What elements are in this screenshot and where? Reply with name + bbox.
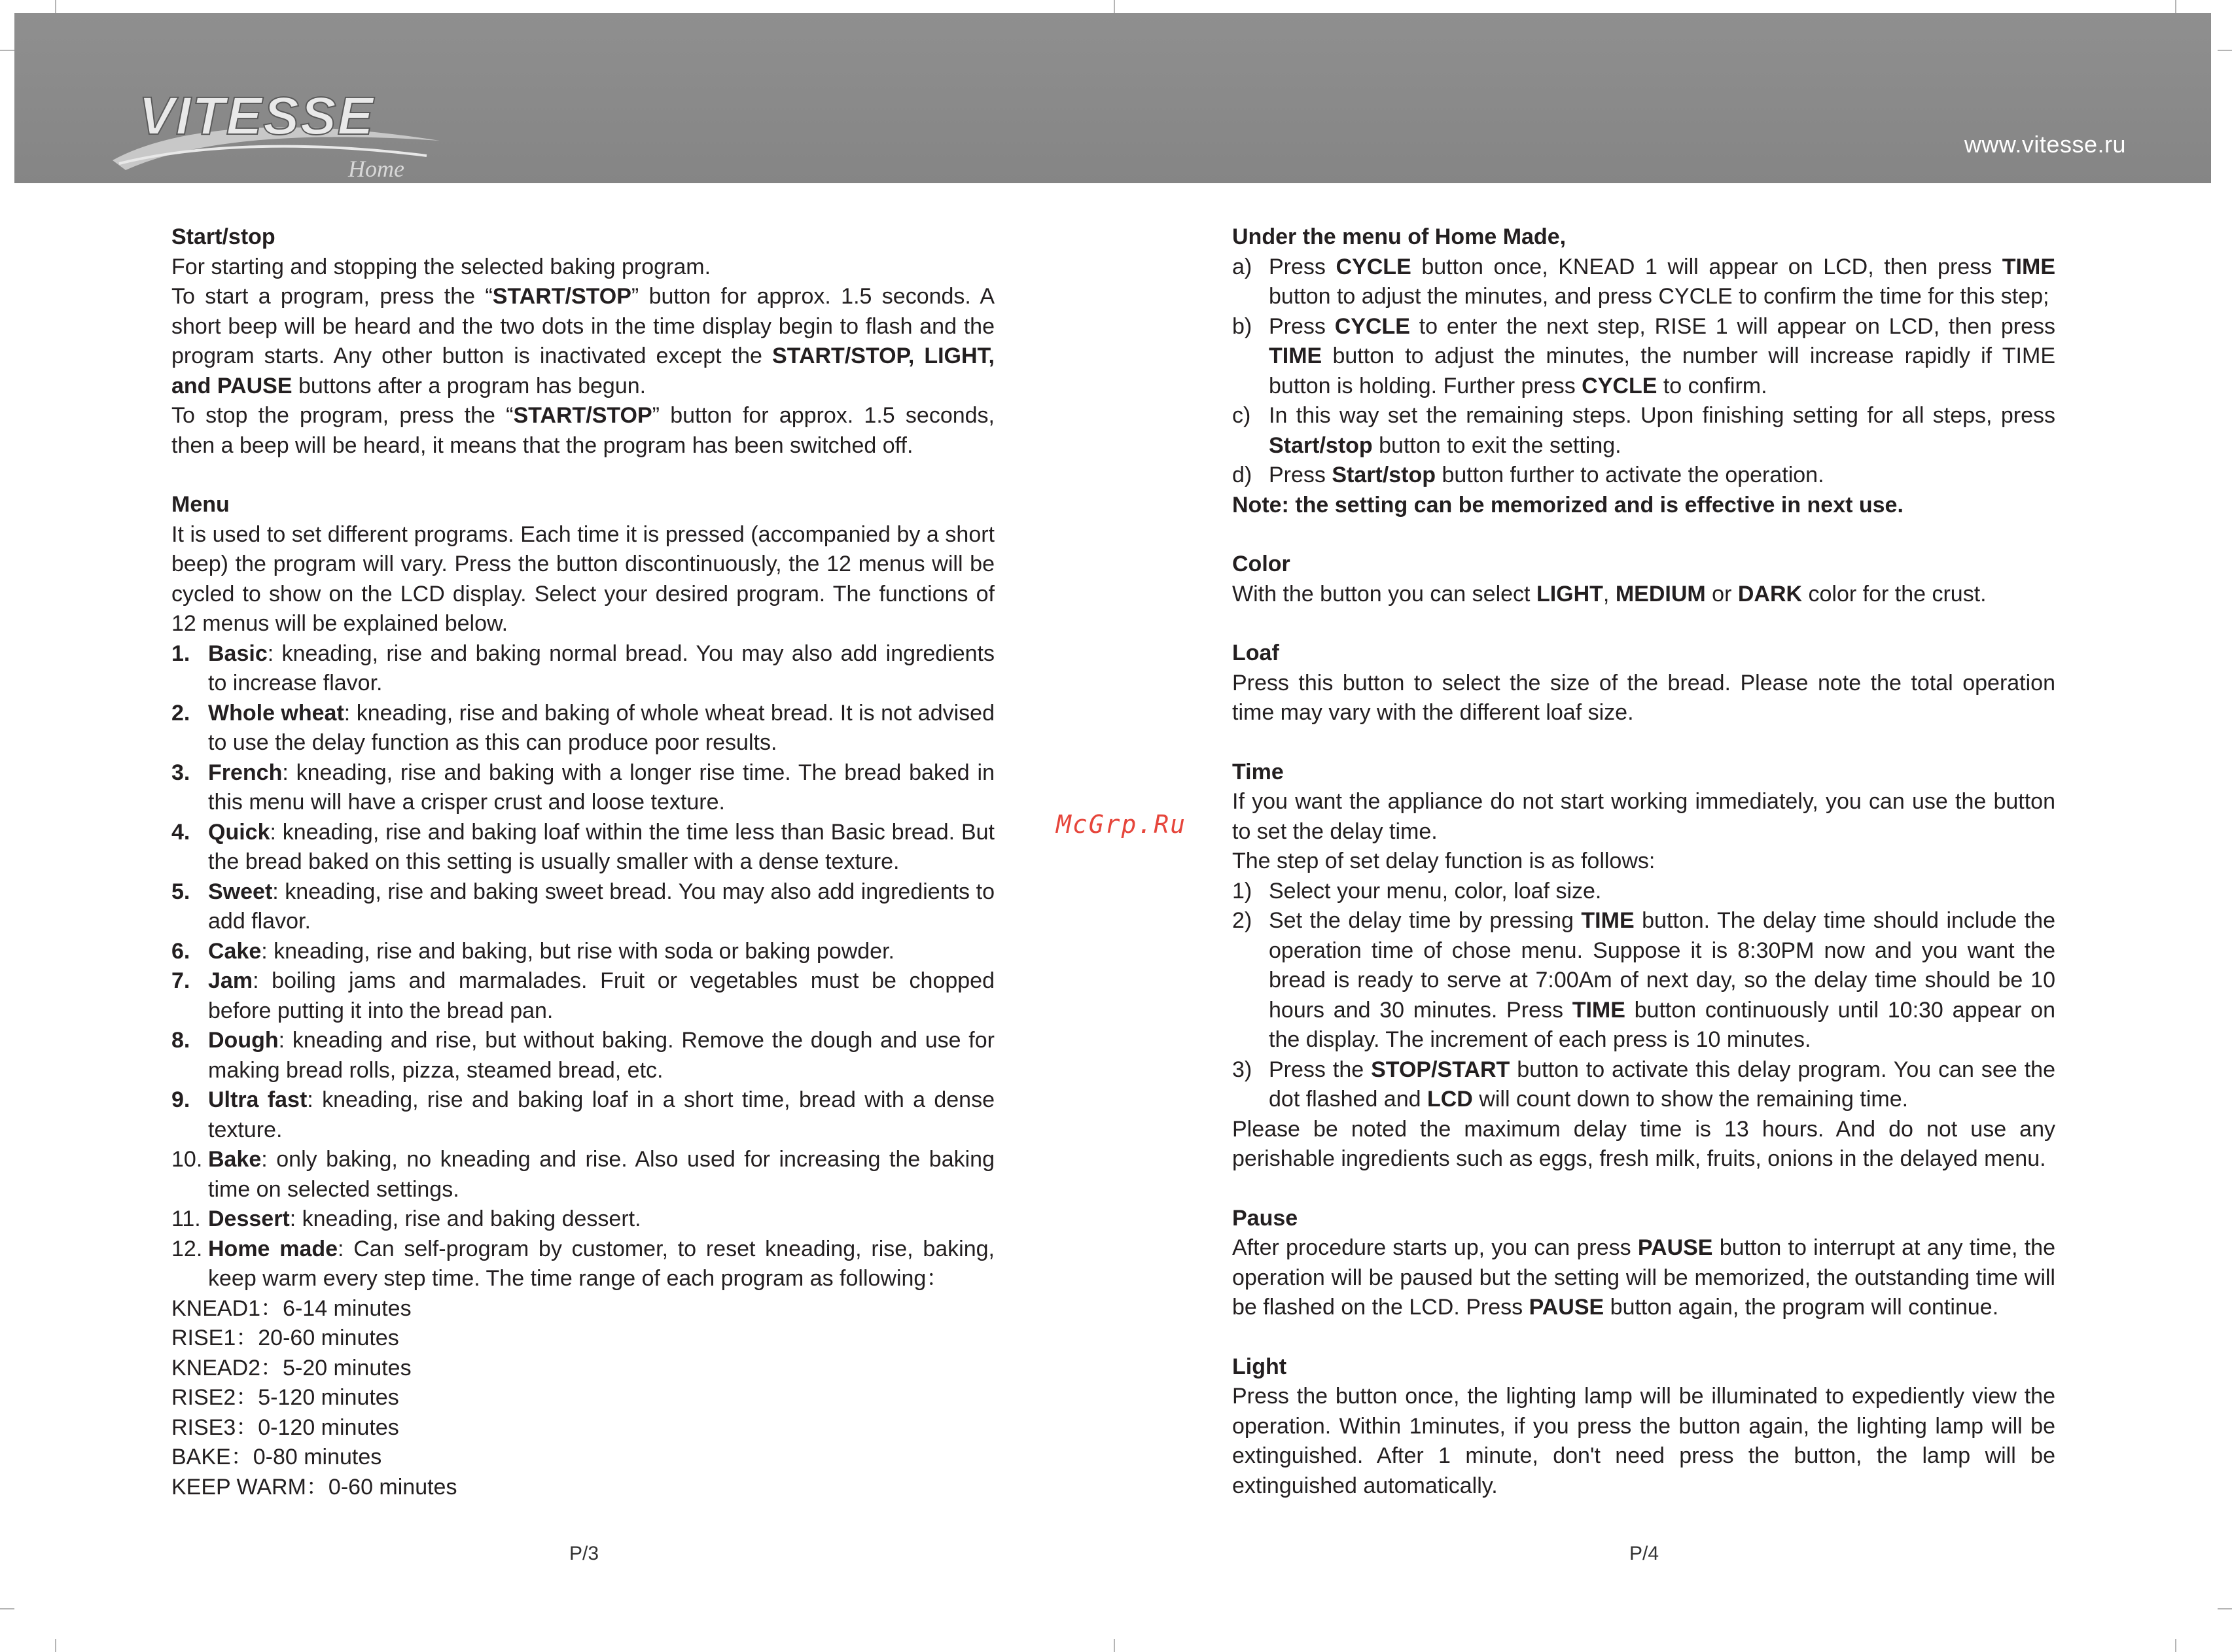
list-item: 4. Quick: kneading, rise and baking loaf within the time less than Basic bread. But the bread baked on this setting is usually smaller with a dense texture. [171,819,995,874]
paragraph: If you want the appliance do not start working immediately, you can use the button to set the delay time. [1232,789,2055,844]
trim-mark [2175,1639,2176,1652]
section-heading-loaf: Loaf [1232,641,1279,665]
list-item: d) Press Start/stop button further to activate the operation. [1232,463,1824,487]
website-url[interactable]: www.vitesse.ru [1964,131,2126,158]
time-range-line: BAKE：0-80 minutes [171,1445,382,1469]
section-heading-menu: Menu [171,492,230,517]
paragraph: Press the button once, the lighting lamp will be illuminated to expediently view the operation. Within 1minutes, if you press the button again, the lighting lamp will be extinguished. After 1 minute, don't need press the button, the lamp will be extinguished automatically. [1232,1384,2055,1498]
page-number-left: P/3 [569,1543,599,1564]
section-heading-color: Color [1232,552,1290,576]
trim-mark [1114,0,1115,13]
logo-wordmark: VITESSE [139,86,375,146]
paragraph: It is used to set different programs. Each time it is pressed (accompanied by a short beep) the program will vary. Press the button discontinuously, the 12 menus will be cycled to show on the LCD display. Select your desired program. The functions of 12 menus will be explained below. [171,521,995,636]
list-item: 1) Select your menu, color, loaf size. [1232,878,1602,904]
trim-mark [0,1608,14,1609]
trim-mark [55,0,56,13]
section-heading-pause: Pause [1232,1205,1298,1231]
list-item: a) Press CYCLE button once, KNEAD 1 will appear on LCD, then press TIME button to adjust the minutes, and press CYCLE to confirm the time for this step; [1232,254,2055,309]
paragraph: For starting and stopping the selected baking program. [171,254,711,279]
list-item: 9. Ultra fast: kneading, rise and baking loaf in a short time, bread with a dense texture. [171,1087,995,1142]
section-heading-light: Light [1232,1354,1287,1379]
time-range-line: RISE1：20-60 minutes [171,1326,399,1350]
paragraph: To stop the program, press the “START/STOP” button for approx. 1.5 seconds, then a beep will be heard, it means that the program has been switched off. [171,403,995,458]
list-item: 10. Bake: only baking, no kneading and rise. Also used for increasing the baking time on selected settings. [171,1147,995,1202]
paragraph: The step of set delay function is as follows: [1232,849,1656,873]
time-range-line: RISE2：5-120 minutes [171,1385,399,1410]
note-text: Note: the setting can be memorized and is effective in next use. [1232,492,1904,518]
list-item: 5. Sweet: kneading, rise and baking sweet bread. You may also add ingredients to add flavor. [171,879,995,934]
left-page [171,222,995,1502]
trim-mark [2175,0,2176,13]
page-number-right: P/4 [1629,1543,1659,1564]
time-range-line: KNEAD1：6-14 minutes [171,1295,412,1321]
list-item: 6. Cake: kneading, rise and baking, but rise with soda or baking powder. [171,938,895,964]
trim-mark [0,50,14,51]
list-item: c) In this way set the remaining steps. Upon finishing setting for all steps, press Start/stop button to exit the setting. [1232,403,2055,458]
list-item: 2. Whole wheat: kneading, rise and baking of whole wheat bread. It is not advised to use the delay function as this can produce poor results. [171,700,995,755]
paragraph: Please be noted the maximum delay time is 13 hours. And do not use any perishable ingredients such as eggs, fresh milk, fruits, onions in the delayed menu. [1232,1116,2055,1171]
section-heading-home-made: Under the menu of Home Made, [1232,224,1567,249]
list-item: 11. Dessert: kneading, rise and baking dessert. [171,1206,641,1231]
list-item: 7. Jam: boiling jams and marmalades. Fruit or vegetables must be chopped before putting it into the bread pan. [171,968,995,1023]
time-range-line: KEEP WARM：0-60 minutes [171,1474,457,1500]
vitesse-logo [99,79,466,190]
logo-subtitle: Home [348,156,404,182]
menu-list [171,639,995,1294]
list-item: 1. Basic: kneading, rise and baking normal bread. You may also add ingredients to increase flavor. [171,641,995,695]
list-item: b) Press CYCLE to enter the next step, RISE 1 will appear on LCD, then press TIME button to adjust the minutes, the number will increase rapidly if TIME button is holding. Further press CYCLE to confirm. [1232,313,2055,398]
trim-mark [55,1639,56,1652]
list-item: 8. Dough: kneading and rise, but without baking. Remove the dough and use for making bread rolls, pizza, steamed bread, etc. [171,1028,995,1083]
paragraph: After procedure starts up, you can press PAUSE button to interrupt at any time, the operation will be paused but the setting will be memorized, the outstanding time will be flashed on the LCD. Press PAUSE button again, the program will continue. [1232,1235,2055,1320]
list-item: 3. French: kneading, rise and baking with a longer rise time. The bread baked in this menu will have a crisper crust and loose texture. [171,760,995,815]
trim-mark [2218,1608,2232,1609]
list-item: 2) Set the delay time by pressing TIME button. The delay time should include the operation time of chose menu. Suppose it is 8:30PM now and you want the bread is ready to serve at 7:00Am of next day, so the delay time should be 10 hours and 30 minutes. Press TIME button continuously until 10:30 appear on the display. The increment of each press is 10 minutes. [1232,908,2056,1052]
time-range-line: RISE3：0-120 minutes [171,1415,399,1440]
section-heading-start-stop: Start/stop [171,224,275,249]
paragraph: To start a program, press the “START/STOP” button for approx. 1.5 seconds. A short beep will be heard and the two dots in the time display begin to flash and the program starts. Any other button is inactivated except the START/STOP, LIGHT, and PAUSE buttons after a program has begun. [171,284,995,398]
trim-mark [1114,1639,1115,1652]
right-page [1232,222,2055,1501]
time-range-line: KNEAD2：5-20 minutes [171,1355,412,1380]
list-item: 3) Press the STOP/START button to activate this delay program. You can see the dot flashed and LCD will count down to show the remaining time. [1232,1057,2055,1112]
delay-steps [1232,877,2055,1115]
trim-mark [2218,50,2232,51]
paragraph: Press this button to select the size of the bread. Please note the total operation time may vary with the different loaf size. [1232,670,2055,725]
home-made-steps [1232,253,2055,491]
list-item: 12. Home made: Can self-program by customer, to reset kneading, rise, baking, keep warm every step time. The time range of each program as following： [171,1236,995,1291]
section-heading-time: Time [1232,759,1284,784]
paragraph: With the button you can select LIGHT, MEDIUM or DARK color for the crust. [1232,581,1987,606]
header-band [14,13,2211,183]
watermark: McGrp.Ru [1056,810,1187,839]
